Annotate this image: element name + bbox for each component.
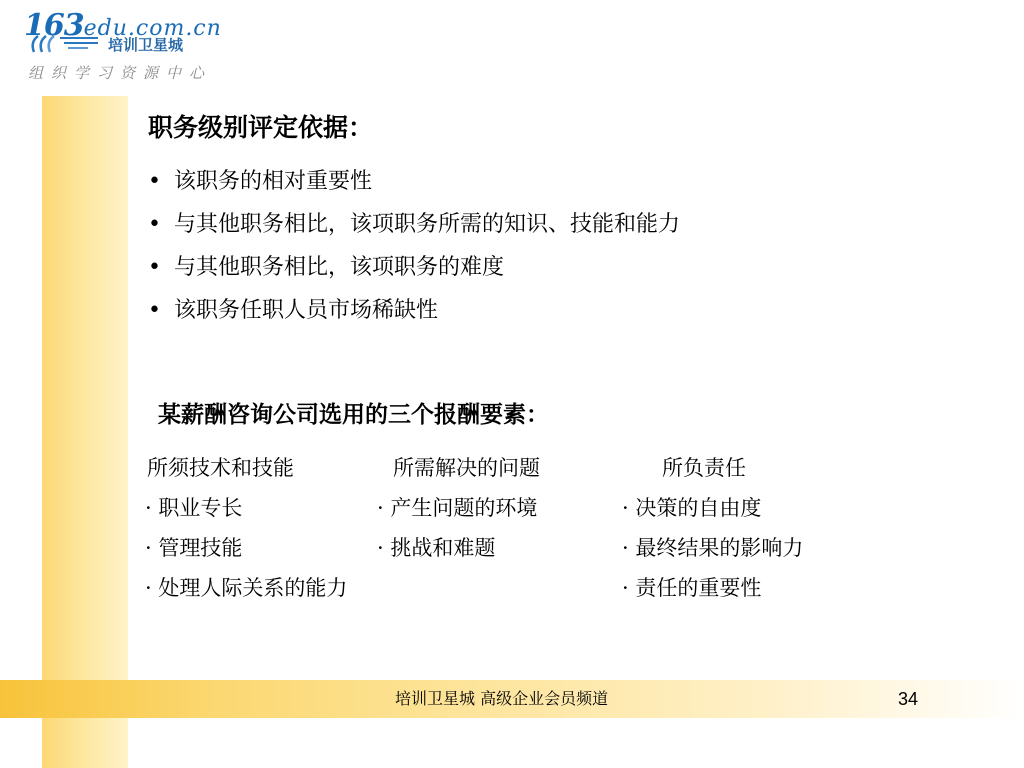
list-item (148, 160, 680, 203)
logo-waves-icon (28, 34, 98, 56)
left-accent-bar (42, 96, 128, 768)
bullet-dot: • (148, 169, 161, 194)
factor-item: · 管理技能 (145, 536, 243, 560)
list-item-text: 该职务的相对重要性 (174, 169, 373, 194)
factor-header-skills: 所须技术和技能 (147, 456, 294, 480)
factor-header-accountability: 所负责任 (662, 456, 746, 480)
logo-number: 163 (24, 8, 84, 43)
page-number: 34 (898, 689, 919, 709)
list-item (148, 203, 680, 246)
list-item-text: 与其他职务相比，该项职务所需的知识、技能和能力 (174, 212, 681, 237)
bullet-dot: • (148, 298, 161, 323)
factor-item: · 产生问题的环境 (377, 496, 538, 520)
factor-header-problem-solving: 所需解决的问题 (393, 456, 540, 480)
factors-subtitle: 某薪酬咨询公司选用的三个报酬要素： (158, 401, 549, 428)
list-item (148, 289, 680, 332)
list-item-text: 该职务任职人员市场稀缺性 (174, 298, 439, 323)
factor-item: · 决策的自由度 (622, 496, 762, 520)
factor-item: · 挑战和难题 (377, 536, 496, 560)
section-title: 职务级别评定依据： (148, 113, 374, 142)
list-item-text: 与其他职务相比，该项职务的难度 (174, 255, 505, 280)
factor-item: · 责任的重要性 (622, 576, 762, 600)
bullet-dot: • (148, 255, 161, 280)
logo-tagline: 组织学习资源中心 (28, 64, 213, 82)
compensation-factors-table (145, 448, 865, 618)
factor-item: · 处理人际关系的能力 (145, 576, 348, 600)
factor-item: · 最终结果的影响力 (622, 536, 804, 560)
factor-item: · 职业专长 (145, 496, 243, 520)
list-item (148, 246, 680, 289)
criteria-list (148, 160, 680, 332)
bullet-dot: • (148, 212, 161, 237)
logo-subtitle: 培训卫星城 (108, 36, 184, 54)
footer-channel-text: 培训卫星城 高级企业会员频道 (395, 689, 609, 708)
logo-domain: edu.com.cn (83, 16, 222, 41)
site-logo (14, 6, 254, 86)
